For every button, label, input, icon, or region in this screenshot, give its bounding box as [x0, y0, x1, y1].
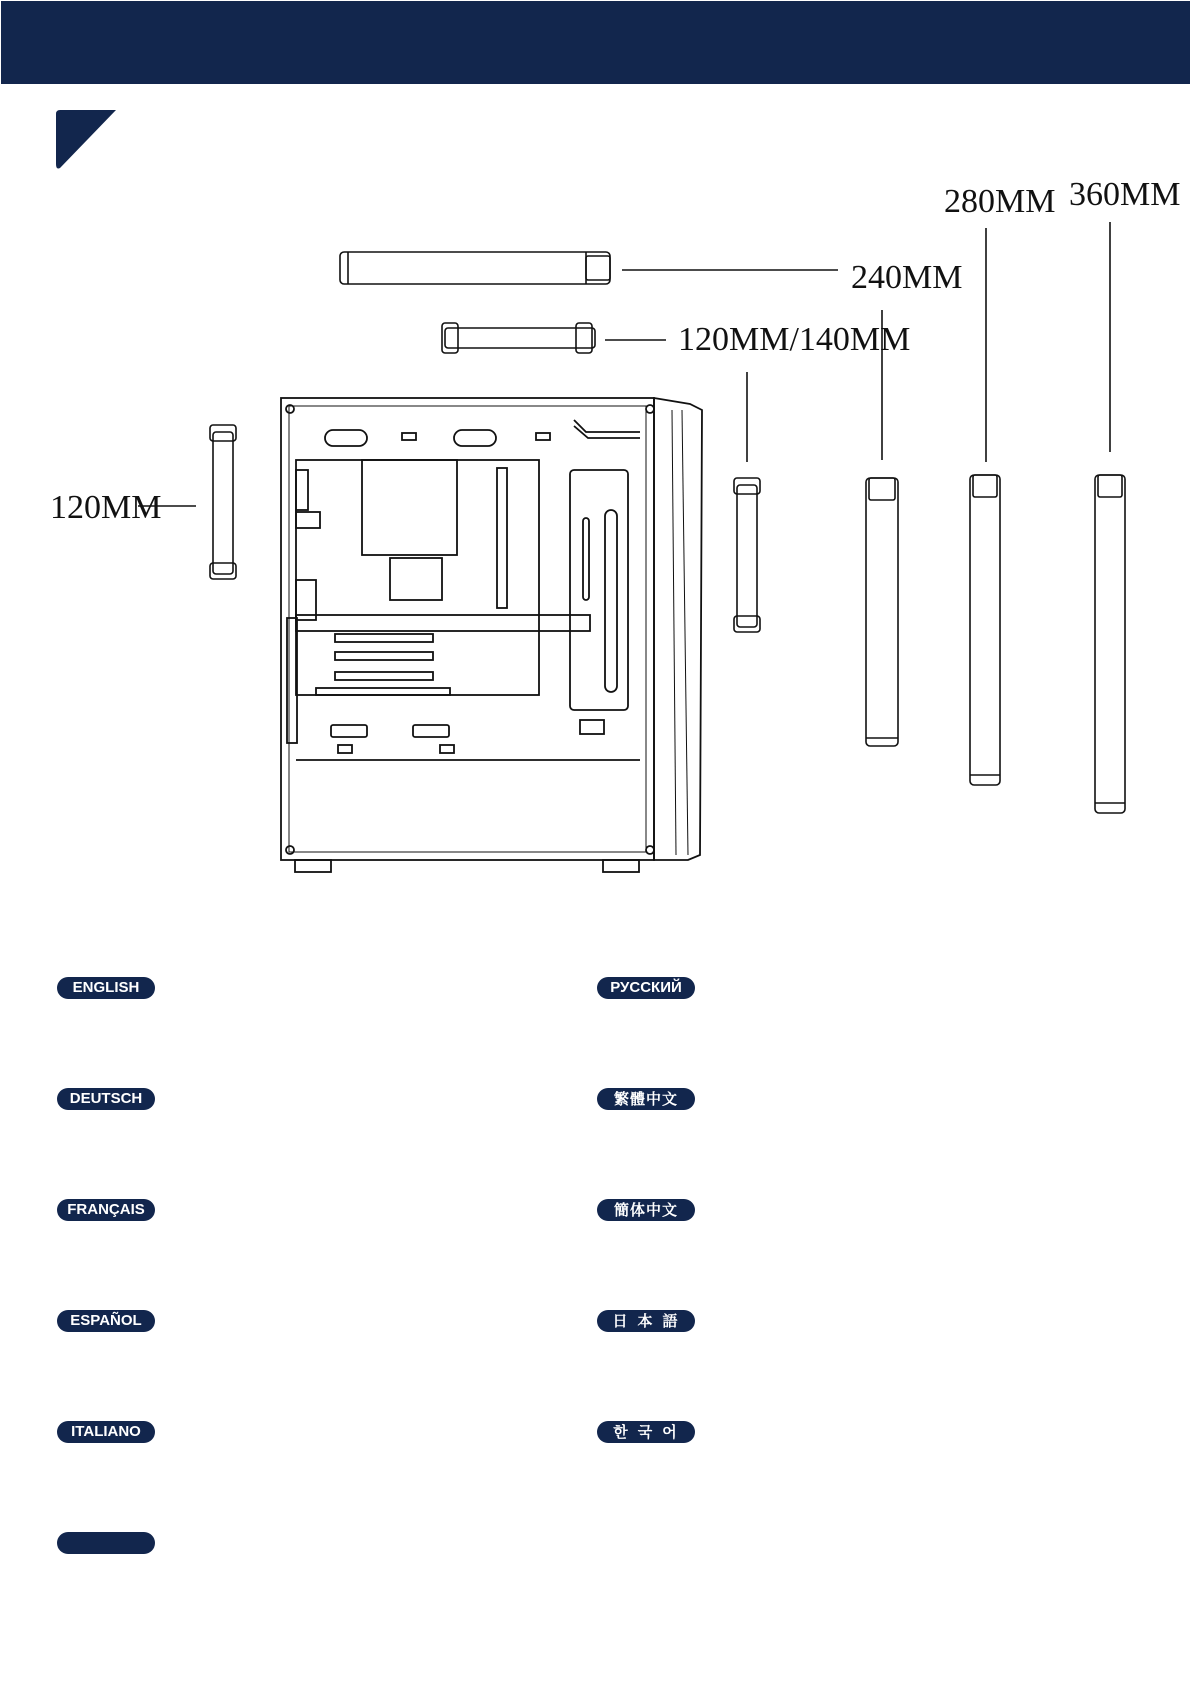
- lang-badge-korean: 한국어: [597, 1421, 695, 1443]
- lang-badge-francais: FRANÇAIS: [57, 1199, 155, 1221]
- lang-badge-simplified-chinese: 簡体中文: [597, 1199, 695, 1221]
- label-280: 280MM: [944, 183, 1056, 220]
- radiator-280: [970, 475, 1000, 785]
- radiator-240-side: [866, 478, 898, 746]
- pc-case: [281, 398, 702, 872]
- label-front-120: 120MM: [50, 489, 162, 526]
- lang-badge-traditional-chinese: 繁體中文: [597, 1088, 695, 1110]
- label-top-small: 120MM/140MM: [678, 321, 911, 358]
- radiator-240-top: [340, 252, 610, 284]
- lang-badge-italiano: ITALIANO: [57, 1421, 155, 1443]
- fan-120-front: [210, 425, 236, 579]
- lang-badge-japanese: 日本語: [597, 1310, 695, 1332]
- radiator-360: [1095, 475, 1125, 813]
- label-360: 360MM: [1069, 176, 1181, 213]
- lang-badge-espanol: ESPAÑOL: [57, 1310, 155, 1332]
- lang-badge-blank: [57, 1532, 155, 1554]
- lang-badge-russian: РУССКИЙ: [597, 977, 695, 999]
- lang-badge-english: ENGLISH: [57, 977, 155, 999]
- label-top-240: 240MM: [851, 259, 963, 296]
- fan-120-140-top: [442, 323, 595, 353]
- lang-badge-deutsch: DEUTSCH: [57, 1088, 155, 1110]
- fan-side-120-140: [734, 478, 760, 632]
